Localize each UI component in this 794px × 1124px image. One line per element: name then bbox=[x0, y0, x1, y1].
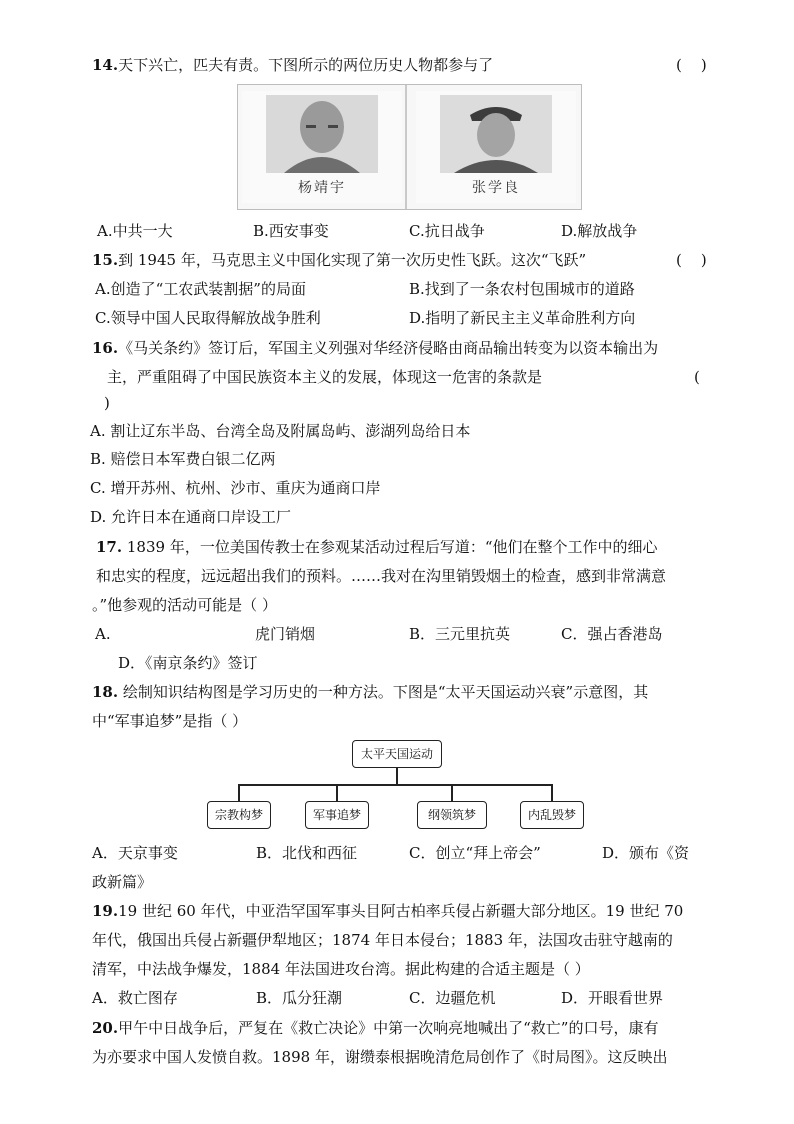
q15-option-c: C.领导中国人民取得解放战争胜利 bbox=[95, 309, 321, 327]
q16-number: 16. bbox=[92, 339, 119, 357]
q16-paren-close: ) bbox=[104, 394, 110, 412]
q19-option-c: C．边疆危机 bbox=[409, 989, 496, 1007]
diagram-connector bbox=[396, 768, 398, 784]
q19-line-1 bbox=[92, 900, 683, 922]
q19-option-a: A．救亡图存 bbox=[92, 989, 178, 1007]
q20-line-2: 为亦要求中国人发愤自救。1898 年，谢缵泰根据晚清危局创作了《时局图》。这反映出 bbox=[92, 1048, 668, 1066]
q18-line-1 bbox=[92, 681, 648, 703]
photo-zhang-xueliang bbox=[416, 91, 576, 203]
q15-option-b: B.找到了一条农村包围城市的道路 bbox=[409, 280, 635, 298]
q18-option-a: A．天京事变 bbox=[92, 844, 178, 862]
q19-text-1: 19 世纪 60 年代，中亚浩罕国军事头目阿古柏率兵侵占新疆大部分地区。19 世纪 70 bbox=[118, 902, 684, 920]
q14-stem-line bbox=[92, 54, 493, 76]
q17-option-a: 虎门销烟 bbox=[255, 625, 316, 643]
diagram-connector bbox=[336, 784, 338, 801]
photo-divider bbox=[405, 85, 407, 209]
q19-option-b: B．瓜分狂潮 bbox=[256, 989, 343, 1007]
q20-number: 20. bbox=[92, 1019, 119, 1037]
q17-line-3: 。”他参观的活动可能是（ ） bbox=[92, 596, 277, 614]
q15-number: 15. bbox=[92, 251, 119, 269]
q14-photo-pair bbox=[237, 84, 582, 210]
q16-paren-open: ( bbox=[694, 368, 700, 386]
q14-option-c: C.抗日战争 bbox=[409, 222, 485, 240]
diagram-connector bbox=[551, 784, 553, 801]
diagram-root-node: 太平天国运动 bbox=[352, 740, 442, 768]
q14-option-b: B.西安事变 bbox=[253, 222, 329, 240]
q17-number: 17. bbox=[96, 538, 123, 556]
q16-stem-line-1 bbox=[92, 337, 658, 359]
q15-option-d: D.指明了新民主主义革命胜利方向 bbox=[409, 309, 636, 327]
diagram-node-program: 纲领筑梦 bbox=[417, 801, 487, 829]
q15-stem: 到 1945 年，马克思主义中国化实现了第一次历史性飞跃。这次“飞跃” bbox=[118, 251, 587, 269]
q18-option-d-line-1: D．颁布《资 bbox=[602, 844, 690, 862]
q18-line-2: 中“军事追梦”是指（ ） bbox=[92, 712, 248, 730]
q18-option-c: C．创立“拜上帝会” bbox=[409, 844, 541, 862]
q17-line-1 bbox=[96, 536, 658, 558]
q20-text-1: 甲午中日战争后，严复在《救亡决论》中第一次响亮地喊出了“救亡”的口号，康有 bbox=[118, 1019, 659, 1037]
q16-stem-1: 《马关条约》签订后，军国主义列强对华经济侵略由商品输出转变为以资本输出为 bbox=[118, 339, 659, 357]
q15-answer-paren: ( ) bbox=[676, 251, 707, 269]
portrait-image bbox=[266, 95, 378, 173]
q20-line-1 bbox=[92, 1017, 658, 1039]
diagram-node-religion: 宗教构梦 bbox=[207, 801, 271, 829]
portrait-image bbox=[440, 95, 552, 173]
photo-caption-left: 杨靖宇 bbox=[298, 180, 346, 196]
q17-text-1: 1839 年，一位美国传教士在参观某活动过程后写道：“他们在整个工作中的细心 bbox=[126, 538, 658, 556]
q16-option-c: C. 增开苏州、杭州、沙市、重庆为通商口岸 bbox=[90, 479, 381, 497]
q19-number: 19. bbox=[92, 902, 119, 920]
q18-option-d-line-2: 政新篇》 bbox=[92, 873, 153, 891]
photo-yang-jingyu bbox=[242, 91, 402, 203]
q18-option-b: B．北伐和西征 bbox=[256, 844, 358, 862]
diagram-connector bbox=[238, 784, 552, 786]
q16-option-d: D. 允许日本在通商口岸设工厂 bbox=[90, 508, 292, 526]
q19-option-d: D．开眼看世界 bbox=[561, 989, 664, 1007]
diagram-node-military: 军事追梦 bbox=[305, 801, 369, 829]
photo-caption-right: 张学良 bbox=[472, 180, 520, 196]
q17-option-b: B．三元里抗英 bbox=[409, 625, 511, 643]
q19-line-3: 清军，中法战争爆发，1884 年法国进攻台湾。据此构建的合适主题是（ ） bbox=[92, 960, 590, 978]
q14-option-a: A.中共一大 bbox=[97, 222, 173, 240]
q17-line-2: 和忠实的程度，远远超出我们的预料。……我对在沟里销毁烟土的检查，感到非常满意 bbox=[96, 567, 667, 585]
q17-option-d: D．《南京条约》签订 bbox=[118, 654, 258, 672]
q14-stem: 天下兴亡，匹夫有责。下图所示的两位历史人物都参与了 bbox=[118, 56, 494, 74]
q14-number: 14. bbox=[92, 56, 119, 74]
q17-option-a-label: A. bbox=[95, 625, 111, 643]
q15-stem-line bbox=[92, 249, 586, 271]
q16-option-b: B. 赔偿日本军费白银二亿两 bbox=[90, 450, 276, 468]
q19-line-2: 年代，俄国出兵侵占新疆伊犁地区；1874 年日本侵台；1883 年，法国攻击驻守越南的 bbox=[92, 931, 673, 949]
q14-option-d: D.解放战争 bbox=[561, 222, 638, 240]
q16-option-a: A. 割让辽东半岛、台湾全岛及附属岛屿、澎湖列岛给日本 bbox=[90, 422, 471, 440]
q18-number: 18. bbox=[92, 683, 119, 701]
q16-stem-line-2: 主，严重阻碍了中国民族资本主义的发展，体现这一危害的条款是 bbox=[107, 368, 543, 386]
q18-text-1: 绘制知识结构图是学习历史的一种方法。下图是“太平天国运动兴衰”示意图，其 bbox=[122, 683, 649, 701]
q15-option-a: A.创造了“工农武装割据”的局面 bbox=[95, 280, 306, 298]
q14-answer-paren: ( ) bbox=[676, 56, 707, 74]
diagram-connector bbox=[451, 784, 453, 801]
q17-option-c: C．强占香港岛 bbox=[561, 625, 663, 643]
diagram-node-infighting: 内乱毁梦 bbox=[520, 801, 584, 829]
diagram-connector bbox=[238, 784, 240, 801]
